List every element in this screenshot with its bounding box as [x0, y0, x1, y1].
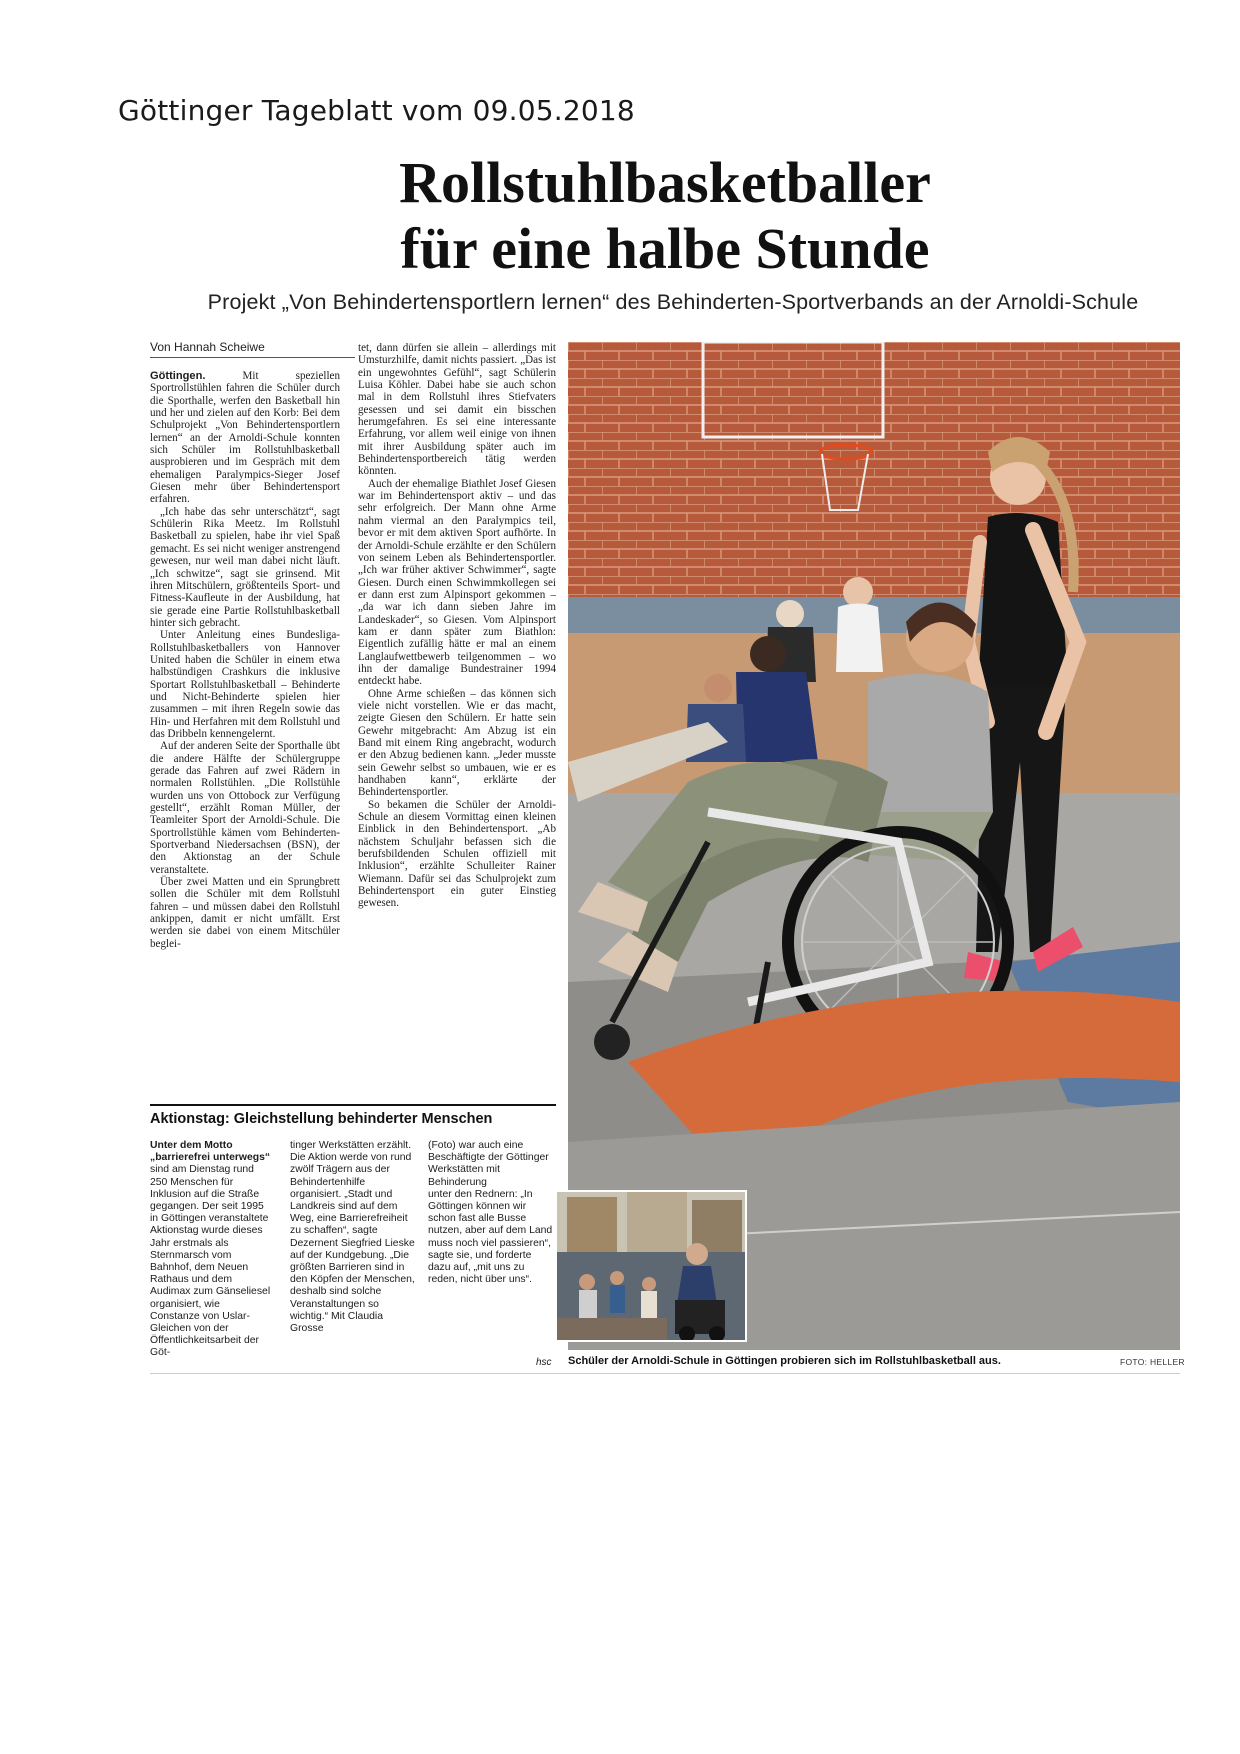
box-text: sind am Dienstag rund 250 Menschen für Inklusion auf die Straße gegangen. Der seit 1995 in Göttingen veranstaltete Aktionstag wurde dieses Jahr erstmals als Sternmarsch vom Bahnhof, dem Neuen Rathaus und dem Audimax zum Gänseliesel organisiert, wie Constanze von Uslar-Gleichen von der Öffentlichkeitsarbeit der Göt-: [150, 1164, 271, 1359]
article-paragraph: Göttingen. Mit speziellen Sportrollstühlen fahren die Schüler durch die Sporthalle, werfen den Basketball hin und her und zielen auf den Korb: Bei dem Schulprojekt „Von Behindertensportlern lernen“ an der Arnoldi-Schule konnten sich Schüler im Rollstuhlbasketball ausprobieren und im Gespräch mit dem ehemaligen Paralympics-Sieger Josef Giesen mehr über Behindertensport erfahren.: [150, 370, 340, 506]
box-lead: Unter dem Motto „barrierefrei unterwegs“: [150, 1140, 271, 1164]
box-column-2: tinger Werkstätten erzählt. Die Aktion werde von rund zwölf Trägern aus der Behindertenhilfe organisiert. „Stadt und Landkreis sind auf dem Weg, eine Barrierefreiheit zu schaffen“, sagte Dezernent Siegfried Lieske auf der Kundgebung. „Die größten Barrieren sind in den Köpfen der Menschen, deshalb sind solche Veranstaltungen so wichtig.“ Mit Claudia Grosse: [290, 1140, 415, 1335]
article-paragraph: „Ich habe das sehr unterschätzt“, sagt Schülerin Rika Meetz. Im Rollstuhl Basketball zu spielen, habe ihr viel Spaß gemacht. Es sei nicht weniger anstrengend gewesen, nur weil man dabei nicht läuft. „Ich schwitze“, sagt sie grinsend. Mit ihren Mitschülern, größtenteils Sport- und Fitness-Kaufleute in der Ausbildung, hat sie gerade eine Partie Rollstuhlbasketball hinter sich gebracht.: [150, 505, 340, 629]
bottom-rule: [150, 1373, 1180, 1374]
photo-caption: Schüler der Arnoldi-Schule in Göttingen probieren sich im Rollstuhlbasketball aus.: [568, 1355, 1001, 1367]
headline: [140, 150, 1190, 282]
article-column-2: [358, 342, 556, 1070]
box-column-3: [428, 1140, 553, 1372]
box-text: (Foto) war auch eine Beschäftigte der Göttinger Werkstätten mit Behinderung: [428, 1140, 549, 1188]
box-column-1: [150, 1140, 272, 1372]
article-paragraph: So bekamen die Schüler der Arnoldi-Schule an diesem Vormittag einen kleinen Einblick in den Behindertensport. „Ab nächstem Schuljahr befassen sich die berufsbildenden Schulen offiziell mit Inklusion“, erzählte Schulleiter Rainer Wiemann. Dafür sei das Schulprojekt zum Behindertensport ein guter Einstieg gewesen.: [358, 798, 556, 910]
headline-line-2: für eine halbe Stunde: [400, 216, 930, 281]
dateline: Göttingen.: [150, 370, 206, 382]
rally-illustration: [557, 1192, 745, 1340]
box-author: hsc: [536, 1357, 552, 1368]
box-text: unter den Rednern: „In Göttingen können wir schon fast alle Busse nutzen, aber auf dem Land muss noch viel passieren“, sagte sie, und forderte dazu auf, „mit uns zu reden, nicht über uns“.: [428, 1188, 553, 1286]
article-paragraph: Auch der ehemalige Biathlet Josef Giesen war im Behindertensport aktiv – und das sehr erfolgreich. Der Mann ohne Arme nahm viermal an den Paralympics teil, bevor er mit dem aktiven Sport aufhörte. In der Arnoldi-Schule erzählte er den Schülern von seinem Leben als Behindertensportler. „Ich war früher aktiver Schwimmer“, sagte Giesen. Durch einen Schwimmkollegen sei er dann erst zum Alpinsport gekommen – „da war ich dann sieben Jahre im Landeskader“, so Giesen. Vom Alpinsport kam er dann später zum Biathlon: Eigentlich zufällig hätte er mal an einem Langlaufwettbewerb teilgenommen – wo ihn der damalige Bundestrainer 1994 entdeckt habe.: [358, 477, 556, 688]
article-column-1: [150, 370, 340, 1070]
photo-credit: FOTO: HELLER: [1120, 1357, 1185, 1367]
subheadline: Projekt „Von Behindertensportlern lernen“ des Behinderten-Sportverbands an der Arnoldi-Schule: [207, 290, 1139, 314]
byline: Von Hannah Scheiwe: [150, 340, 355, 358]
inset-photo: [555, 1190, 747, 1342]
article-paragraph: tet, dann dürfen sie allein – allerdings mit Umsturzhilfe, damit nichts passiert. „Das ist ein ungewohntes Gefühl“, sagt Schülerin Luisa Köhler. Dabei habe sie auch schon mal in dem Rollstuhl ihres Stiefvaters gesessen und sei damit ein bisschen herumgefahren. Es sei eine interessante Erfahrung, vor allem weil einige von ihnen mit ihrer Ausbildung später auch im Behindertensportbereich tätig werden könnten.: [358, 342, 556, 478]
source-line: Göttinger Tageblatt vom 09.05.2018: [118, 94, 635, 127]
article-paragraph: Unter Anleitung eines Bundesliga-Rollstuhlbasketballers von Hannover United haben die Schüler in einem etwa halbstündigen Crashkurs die inklusive Sportart Rollstuhlbasketball – Behinderte und Nicht-Behinderte spielen hier zusammen – mit ihren Regeln sowie das Hin- und Herfahren mit dem Rollstuhl und das Dribbeln kennengelernt.: [150, 629, 340, 740]
article-paragraph: Auf der anderen Seite der Sporthalle übt die andere Hälfte der Schülergruppe gerade das Fahren auf zwei Rädern in normalen Rollstühlen. „Die Rollstühle wurden uns von Ottobock zur Verfügung gestellt“, erzählt Roman Müller, der Teamleiter Sport der Arnoldi-Schule. Die Sportrollstühle kämen vom Behinderten-Sportverband Niedersachsen (BSN), der den Aktionstag an der Schule veranstaltete.: [150, 740, 340, 876]
headline-line-1: Rollstuhlbasketballer: [399, 150, 931, 215]
article-paragraph: Über zwei Matten und ein Sprungbrett sollen die Schüler mit dem Rollstuhl fahren – und müssen dabei den Rollstuhl ankippen, damit er nicht umfällt. Erst werden sie dabei von einem Mitschüler beglei-: [150, 876, 340, 950]
article-paragraph: Ohne Arme schießen – das können sich viele nicht vorstellen. Wie er das macht, zeigte Giesen den Schülern. Er hatte sein Gewehr mitgebracht: Am Abzug ist ein Band mit einem Ring angebracht, wodurch er den Abzug bedienen kann. „Jeder musste sein Gewehr selbst so umbauen, wie er es handhaben kann“, erklärte der Behindertensportler.: [358, 687, 556, 799]
box-title: Aktionstag: Gleichstellung behinderter Menschen: [150, 1104, 556, 1127]
